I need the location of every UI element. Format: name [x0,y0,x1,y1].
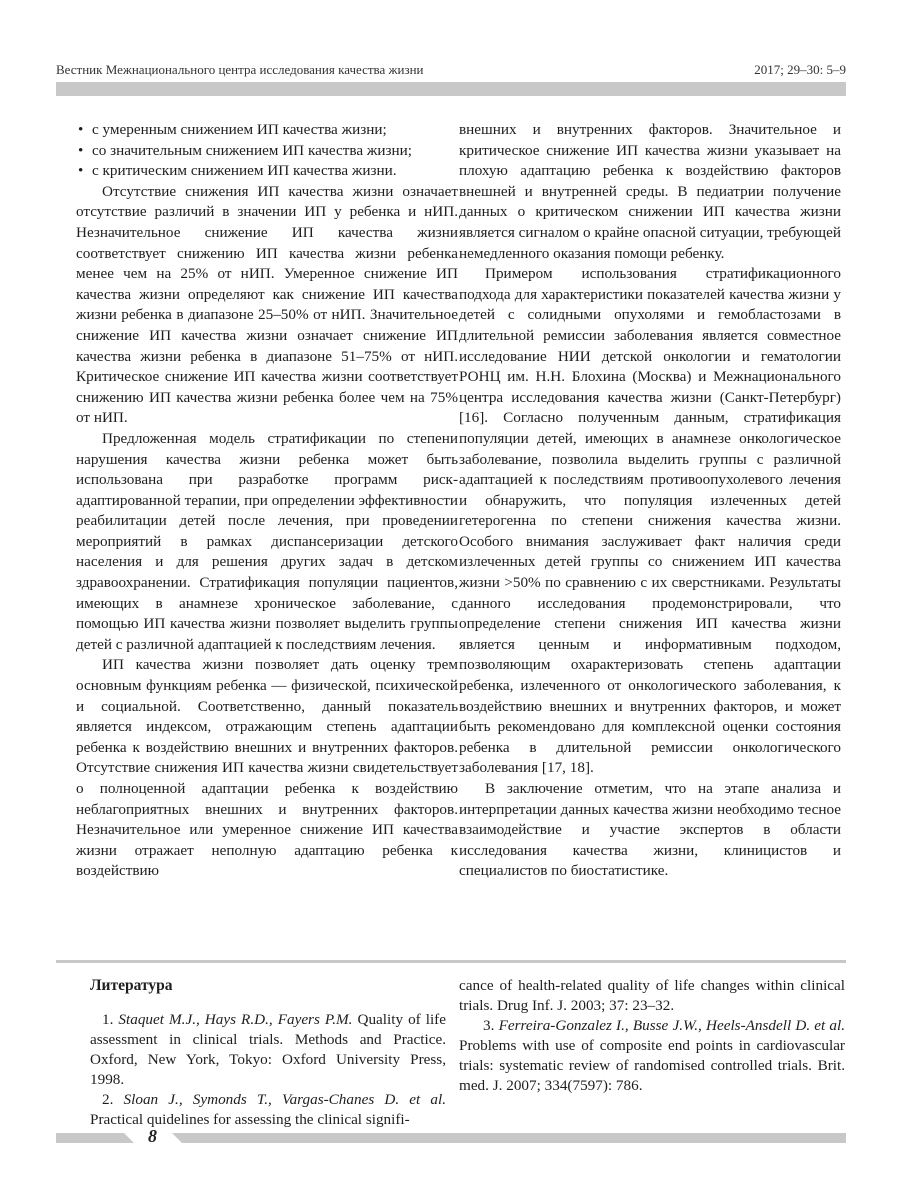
reference-item [90,1010,446,1090]
reference-number: 3. [483,1017,495,1034]
reference-authors: Sloan J., Symonds T., Vargas-Chanes D. et al. [123,1091,447,1108]
left-column [76,120,458,882]
references-right [459,976,845,1096]
reference-text: Problems with use of composite end points in cardiovascular trials: systematic review of randomised controlled trials. Brit. med. J. 2007; 334(7597): 786. [459,1037,845,1094]
references-heading: Литература [90,977,173,994]
paragraph: Примером использования стратификационного подхода для характеристики показателей качества жизни у детей с солидными опухолями и гемобластозами в длительной ремиссии заболевания является совместное исследование НИИ детской онкологии и гематологии РОНЦ им. Н.Н. Блохина (Москва) и Межнационального центра исследования качества жизни (Санкт-Петербург) [16]. Согласно полученным данным, стратификация популяции детей, имеющих в анамнезе онкологическое заболевание, позволила выделить группы с различной адаптацией к последствиям противоопухолевого лечения и обнаружить, что популяция излеченных детей гетерогенна по степени снижения качества жизни. Особого внимания заслуживает факт наличия среди излеченных детей группы со снижением ИП качества жизни >50% по сравнению с их сверстниками. Результаты данного исследования продемонстрировали, что определение степени снижения ИП качества жизни является ценным и информативным подходом, позволяющим охарактеризовать степень адаптации ребенка, излеченного от онкологического заболевания, к воздействию внешних и внутренних факторов, и может быть рекомендовано для комплексной оценки состояния ребенка в длительной ремиссии онкологического заболевания [17, 18]. [459,265,841,777]
right-column [459,120,841,882]
reference-continuation: cance of health-related quality of life changes within clinical trials. Drug Inf. J. 2003; 37: 23–32. [459,977,845,1014]
paragraph: В заключение отметим, что на этапе анализа и интерпретации данных качества жизни необходимо тесное взаимодействие и участие экспертов в области исследования качества жизни, клиницистов и специалистов по биостатистике. [459,780,841,880]
reference-text: Practical quidelines for assessing the clinical signifi- [90,1111,410,1128]
bullet-list [76,120,458,182]
page-number: 8 [148,1126,157,1146]
references-left [90,976,446,1130]
bullet-item: • с критическим снижением ИП качества жизни. [76,161,458,182]
header-bar [56,82,846,96]
bullet-item: • со значительным снижением ИП качества жизни; [76,141,458,162]
reference-item [459,1016,845,1096]
issue-info: 2017; 29–30: 5–9 [754,62,846,77]
journal-title: Вестник Межнационального центра исследования качества жизни [56,62,424,77]
paragraph: ИП качества жизни позволяет дать оценку трем основным функциям ребенка — физической, психической и социальной. Соответственно, данный показатель является индексом, отражающим степень адаптации ребенка к воздействию внешних и внутренних факторов. Отсутствие снижения ИП качества жизни свидетельствует о полноценной адаптации ребенка к воздействию неблагоприятных внешних и внутренних факторов. Незначительное или умеренное снижение ИП качества жизни отражает неполную адаптацию ребенка к воздействию [76,656,458,880]
references-divider [56,960,846,963]
footer-bar-right [182,1133,846,1143]
reference-authors: Ferreira-Gonzalez I., Busse J.W., Heels-Ansdell D. et al. [498,1017,846,1034]
bullet-item: • с умеренным снижением ИП качества жизни; [76,120,458,141]
footer-bar-left [56,1133,124,1143]
reference-text: Quality of life assessment in clinical trials. Methods and Practice. Oxford, New York, Tokyo: Oxford University Press, 1998. [90,1011,446,1088]
reference-number: 1. [102,1011,114,1028]
paragraph: Предложенная модель стратификации по степени нарушения качества жизни ребенка может быть использована при разработке программ риск-адаптированной терапии, при определении эффективности реабилитации детей после лечения, при проведении мероприятий в рамках диспансеризации детского населения и для решения других задач в детском здравоохранении. Стратификация популяции пациентов, имеющих в анамнезе хроническое заболевание, с помощью ИП качества жизни позволяет выделить группы детей с различной адаптацией к последствиям лечения. [76,429,459,653]
paragraph: внешних и внутренних факторов. Значительное и критическое снижение ИП качества жизни указывает на плохую адаптацию ребенка к воздействию факторов внешней и внутренней среды. В педиатрии получение данных о критическом снижении ИП качества жизни является сигналом о крайне опасной ситуации, требующей немедленного оказания помощи ребенку. [459,121,841,262]
reference-number: 2. [102,1091,114,1108]
running-header [56,62,846,80]
reference-authors: Staquet M.J., Hays R.D., Fayers P.M. [118,1011,353,1028]
reference-item [90,1090,446,1130]
paragraph: Отсутствие снижения ИП качества жизни означает отсутствие различий в значении ИП у ребенка и нИП. Незначительное снижение ИП качества жизни соответствует снижению ИП качества жизни ребенка менее чем на 25% от нИП. Умеренное снижение ИП качества жизни определяют как снижение ИП качества жизни ребенка в диапазоне 25–50% от нИП. Значительное снижение ИП качества жизни означает снижение ИП качества жизни ребенка в диапазоне 51–75% от нИП. Критическое снижение ИП качества жизни соответствует снижению ИП качества жизни ребенка более чем на 75% от нИП. [76,182,458,427]
